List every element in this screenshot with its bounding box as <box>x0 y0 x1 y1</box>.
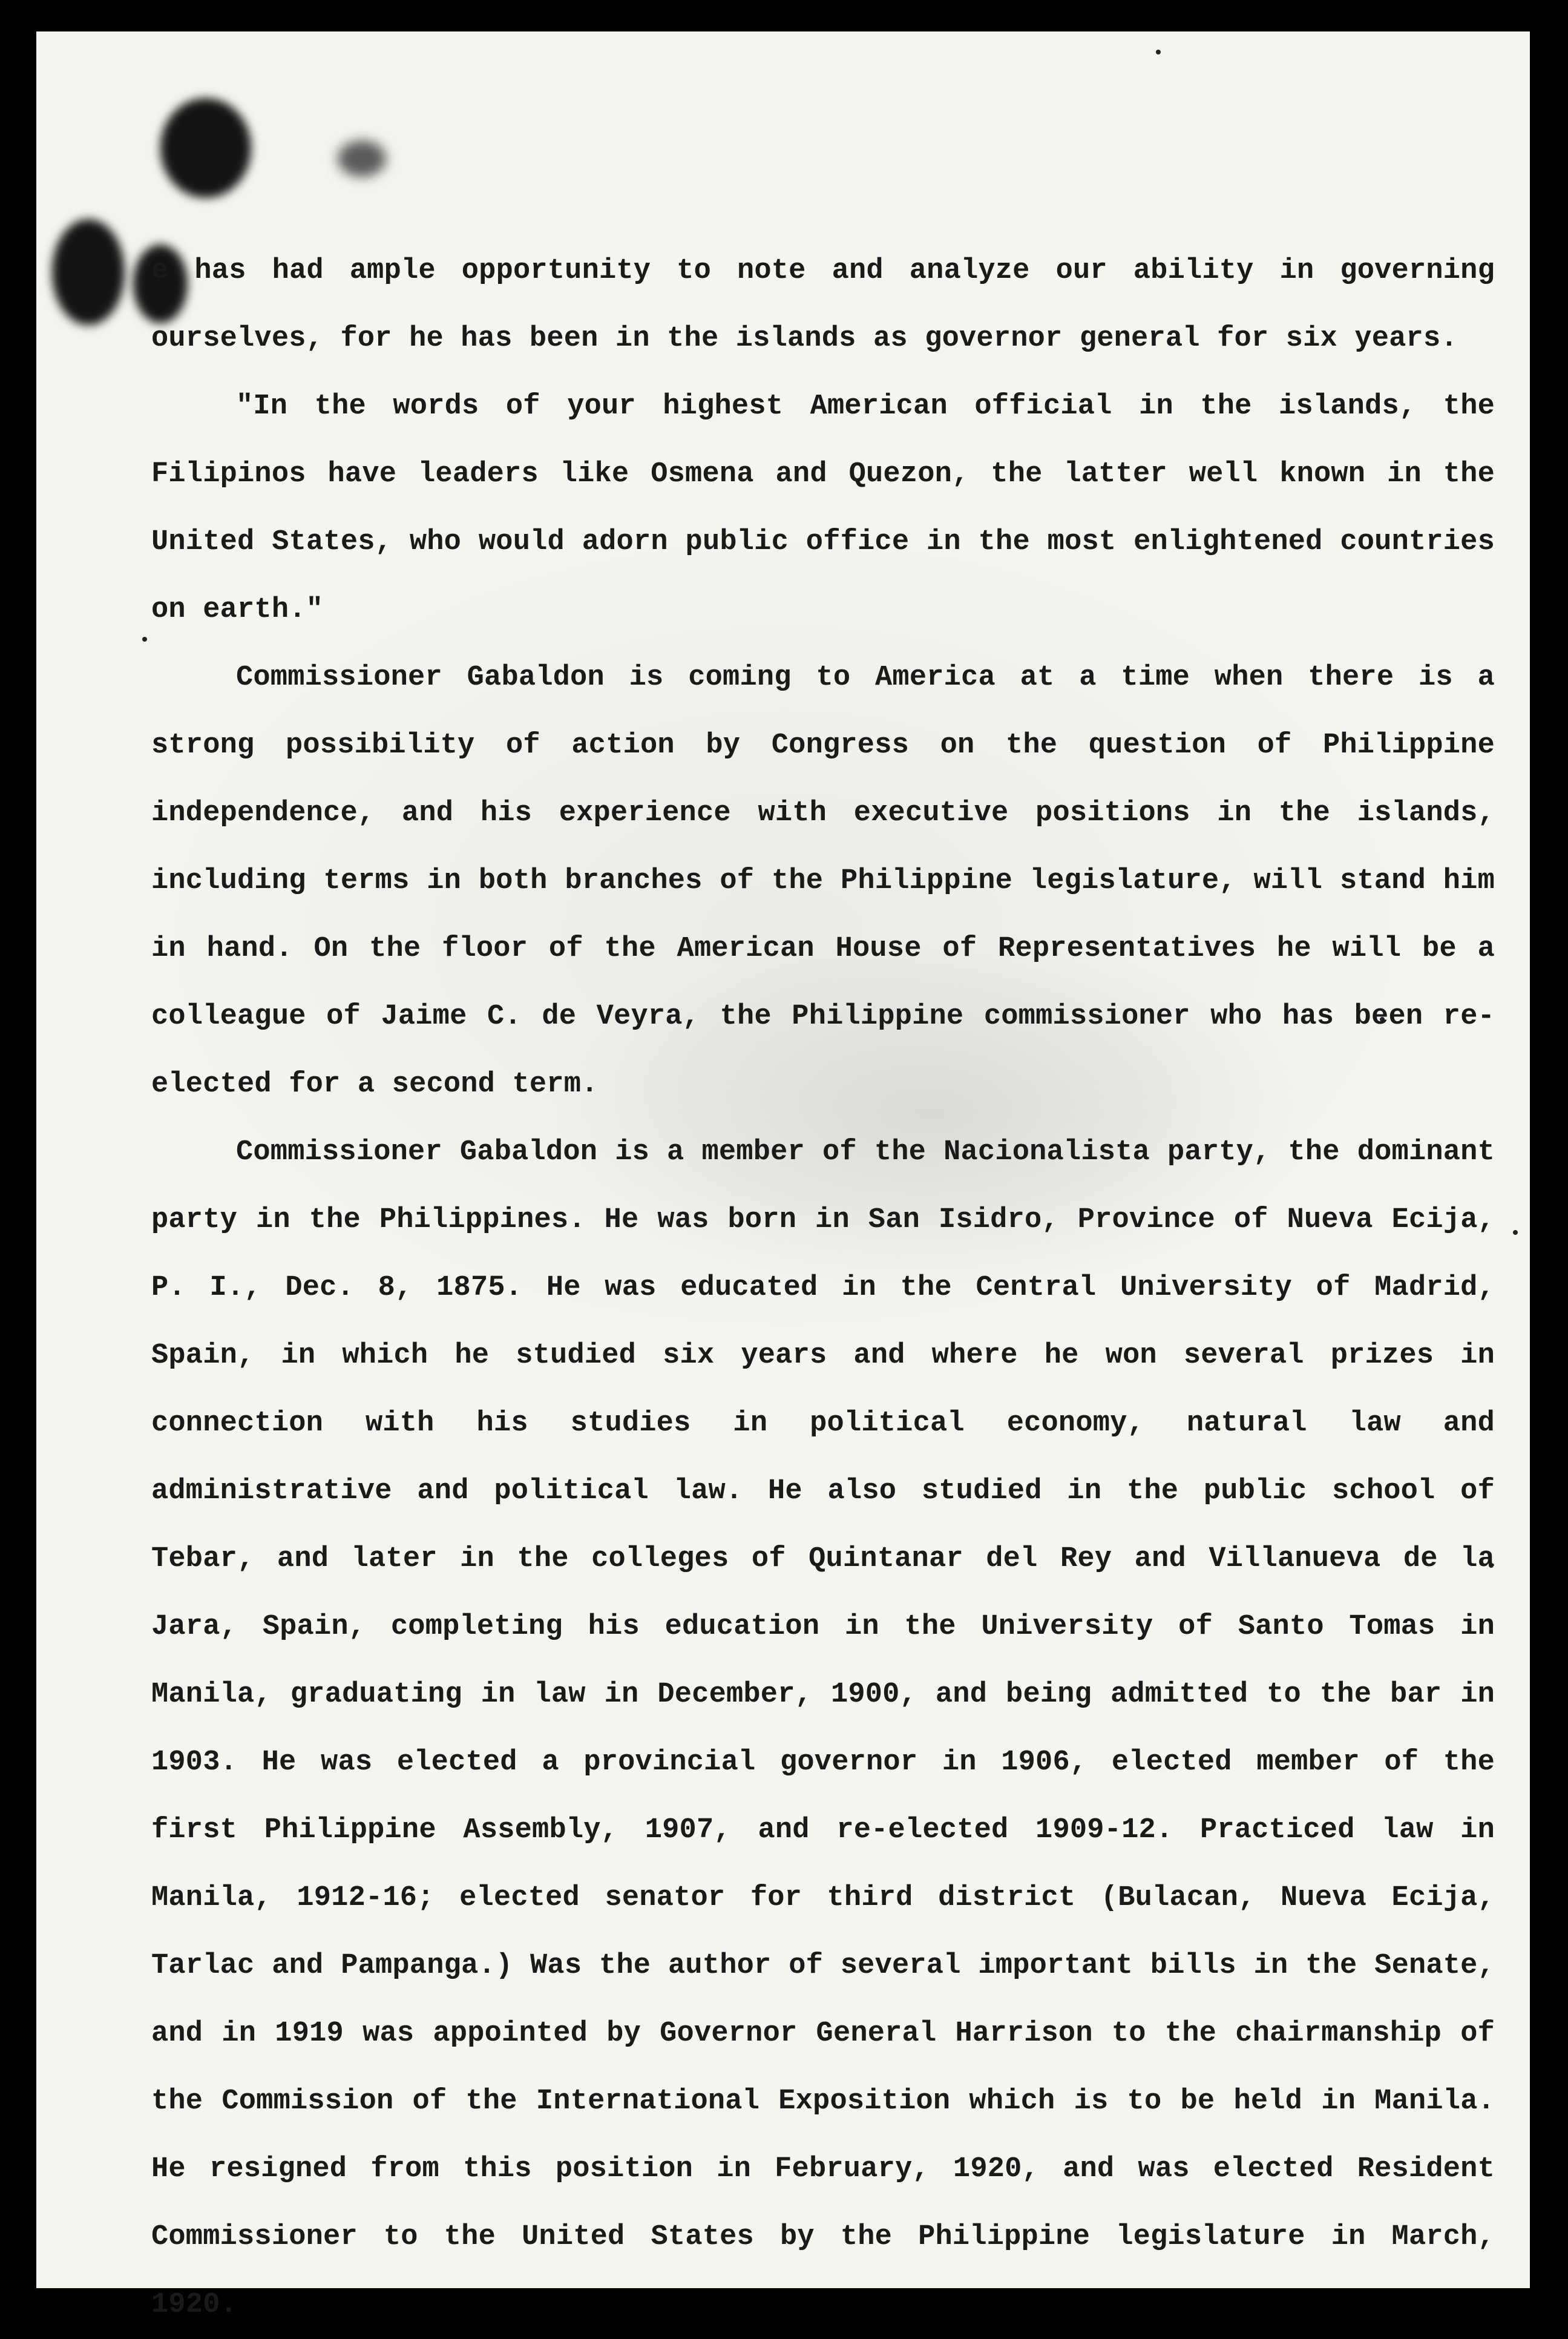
ink-speck <box>1513 1230 1518 1235</box>
ink-blot <box>52 219 125 325</box>
ink-smudge <box>338 140 386 177</box>
document-page <box>36 31 1530 2321</box>
paragraph-3: Commissioner Gabaldon is coming to America at a time when there is a strong possibility of action by Congress on the question of Philippine independence, and his experience with executive positions in the islands, including terms in both branches of the Philippine legislature, will stand him in hand. On the floor of the American House of Representatives he will be a colleague of Jaime C. de Veyra, the Philippine commissioner who has been re-elected for a second term. <box>151 662 1495 1100</box>
paragraph-2: "In the words of your highest American official in the islands, the Filipinos have leaders like Osmena and Quezon, the latter well known in the United States, who would adorn public office in the most enlightened countries on earth." <box>151 390 1495 626</box>
paragraph-1: e has had ample opportunity to note and analyze our ability in governing ourselves, for he has been in the islands as governor general for six years. <box>151 255 1495 355</box>
ink-speck <box>142 637 147 642</box>
typed-text-body <box>151 237 1495 2339</box>
ink-speck <box>1156 50 1161 54</box>
ink-blot <box>160 98 251 198</box>
paragraph-4: Commissioner Gabaldon is a member of the Nacionalista party, the dominant party in the Philippines. He was born in San Isidro, Province of Nueva Ecija, P. I., Dec. 8, 1875. He was educated in the Central University of Madrid, Spain, in which he studied six years and where he won several prizes in connection with his studies in political economy, natural law and administrative and political law. He also studied in the public school of Tebar, and later in the colleges of Quintanar del Rey and Villanueva de la Jara, Spain, completing his education in the University of Santo Tomas in Manila, graduating in law in December, 1900, and being admitted to the bar in 1903. He was elected a provincial governor in 1906, elected member of the first Philippine Assembly, 1907, and re-elected 1909-12. Practiced law in Manila, 1912-16; elected senator for third district (Bulacan, Nueva Ecija, Tarlac and Pampanga.) Was the author of several important bills in the Senate, and in 1919 was appointed by Governor General Harrison to the chairmanship of the Commission of the International Exposition which is to be held in Manila. He resigned from this position in February, 1920, and was elected Resident Commissioner to the United States by the Philippine legislature in March, 1920. <box>151 1136 1495 2321</box>
